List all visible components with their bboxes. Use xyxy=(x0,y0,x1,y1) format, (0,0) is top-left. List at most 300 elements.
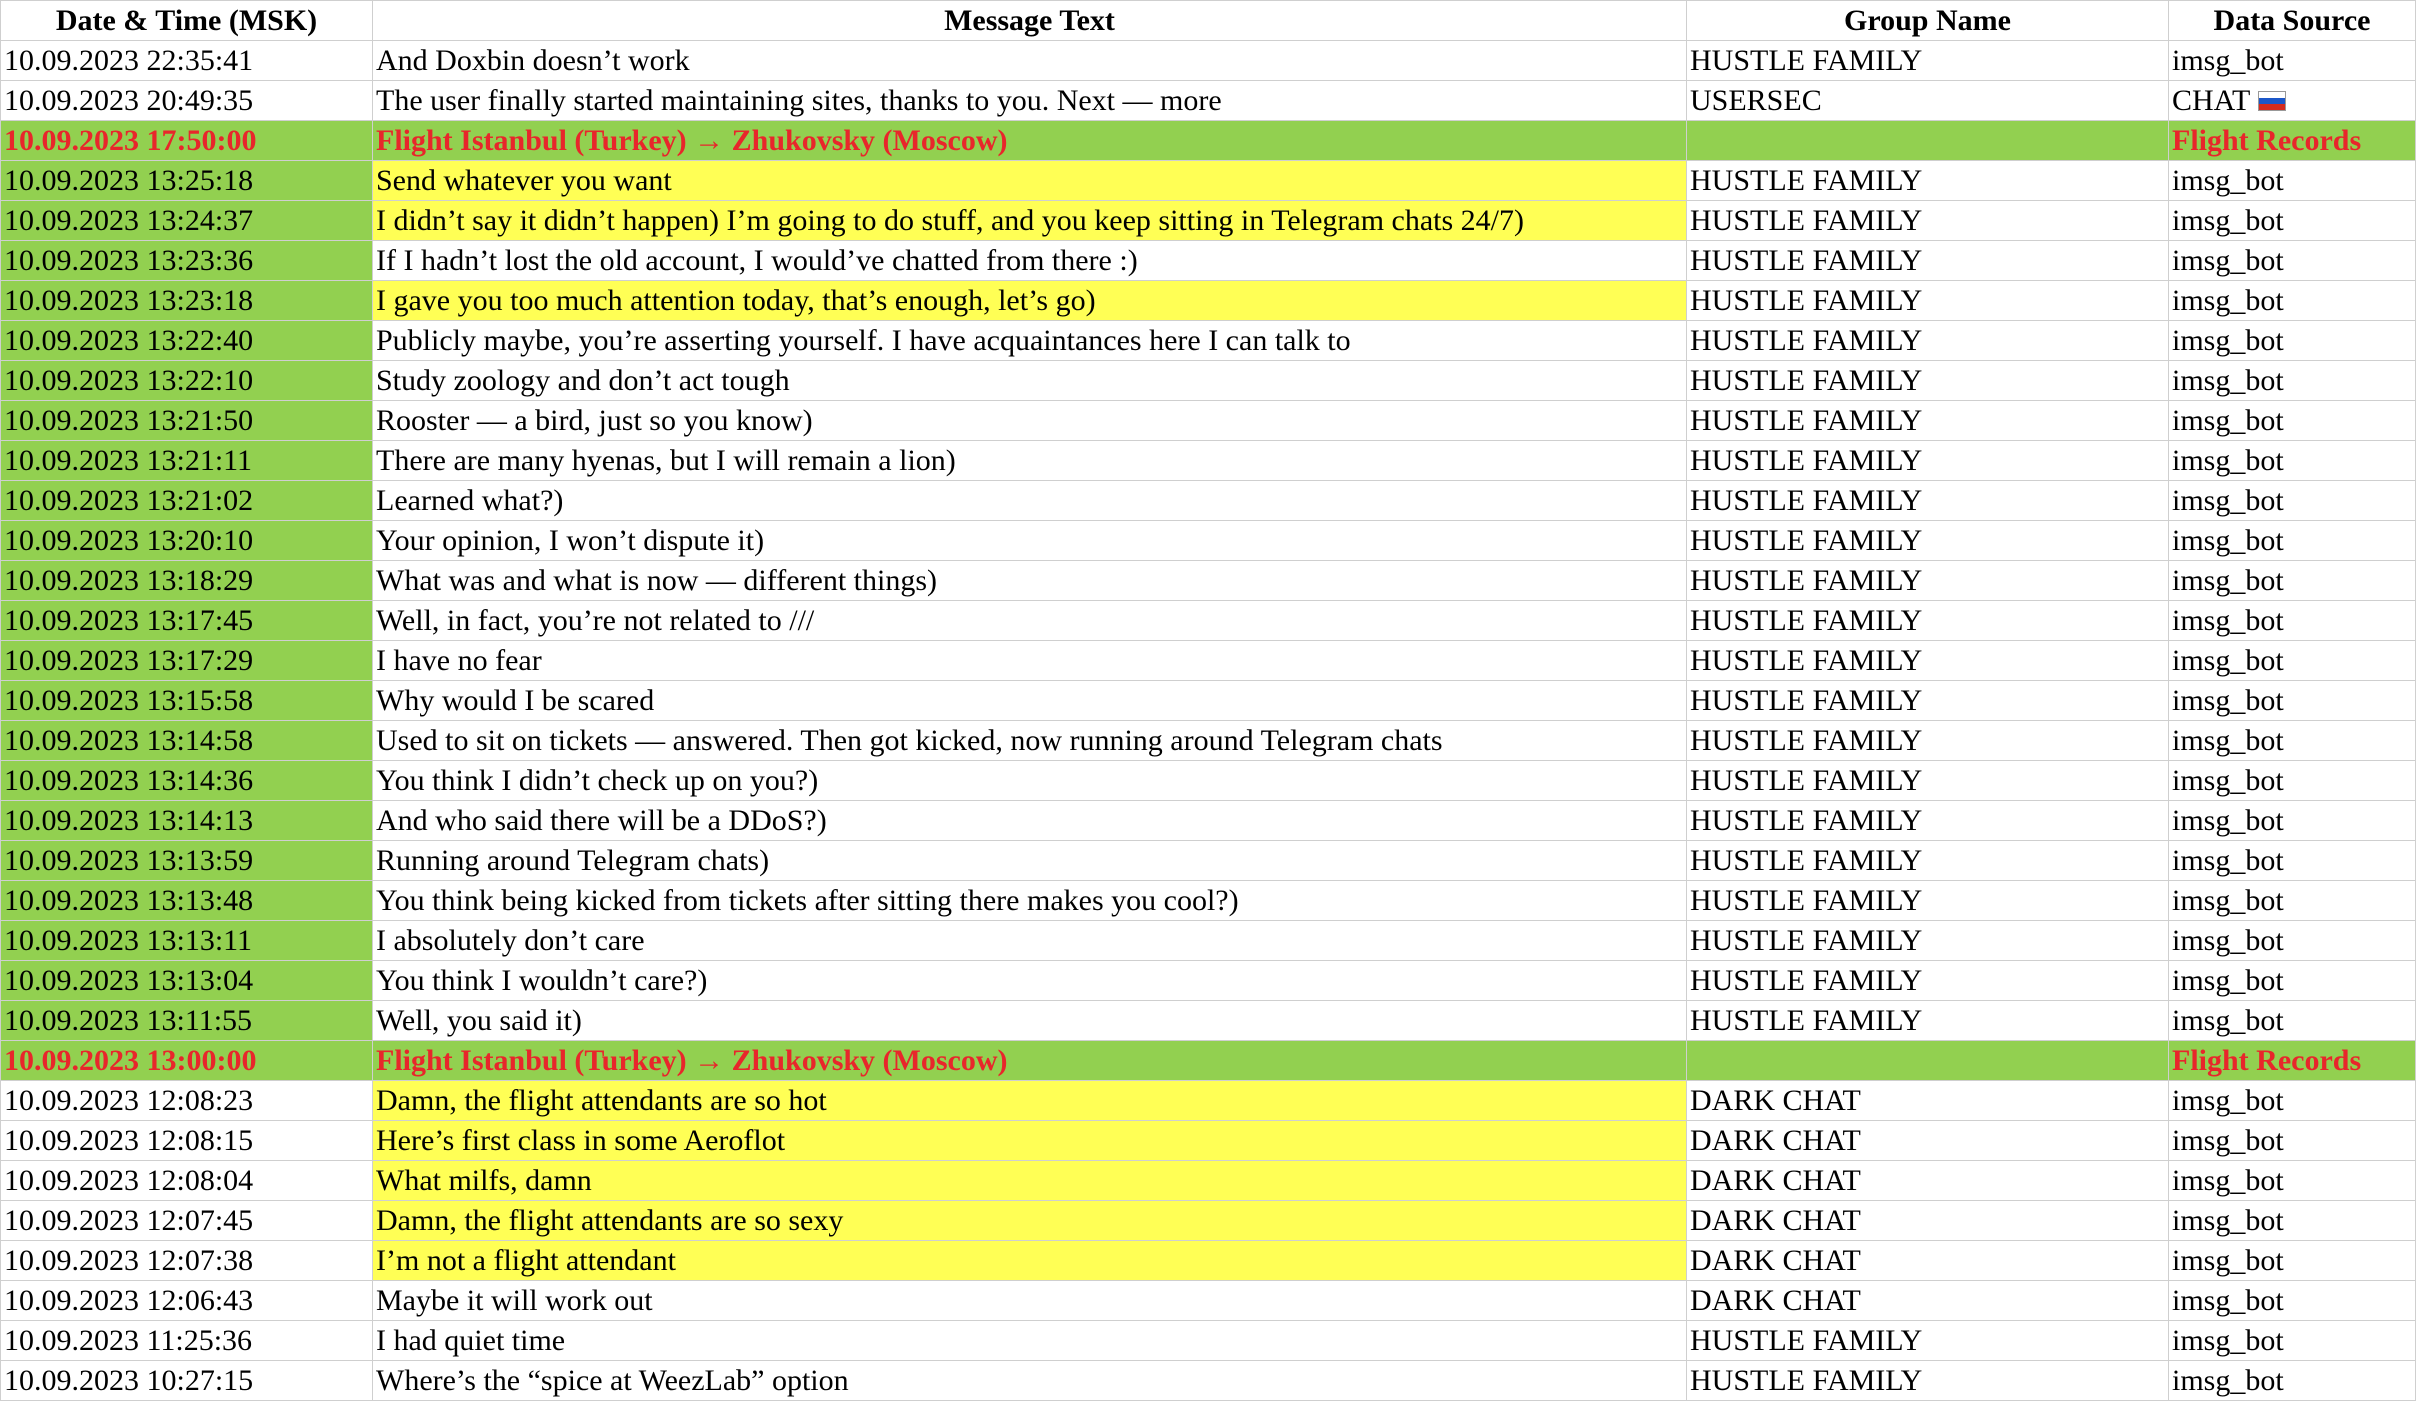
cell-message-text: I had quiet time xyxy=(376,1324,566,1357)
cell-group[interactable] xyxy=(1687,481,2169,521)
cell-datetime-text: 10.09.2023 13:21:11 xyxy=(4,444,253,477)
cell-source-text: imsg_bot xyxy=(2172,1324,2284,1357)
cell-message[interactable] xyxy=(373,1161,1687,1201)
cell-message[interactable] xyxy=(373,1121,1687,1161)
cell-group[interactable] xyxy=(1687,921,2169,961)
cell-group[interactable] xyxy=(1687,121,2169,161)
cell-group-text: DARK CHAT xyxy=(1690,1204,1861,1237)
cell-datetime[interactable] xyxy=(1,41,373,81)
cell-datetime-text: 10.09.2023 13:14:36 xyxy=(4,764,254,797)
cell-group[interactable] xyxy=(1687,681,2169,721)
cell-datetime-text: 10.09.2023 20:49:35 xyxy=(4,84,254,117)
cell-source[interactable] xyxy=(2169,81,2416,121)
table-row xyxy=(1,1001,2416,1041)
cell-message[interactable] xyxy=(373,561,1687,601)
cell-group[interactable] xyxy=(1687,361,2169,401)
cell-datetime[interactable] xyxy=(1,841,373,881)
cell-message[interactable] xyxy=(373,361,1687,401)
cell-group-text: DARK CHAT xyxy=(1690,1084,1861,1117)
cell-datetime-text: 10.09.2023 13:14:13 xyxy=(4,804,254,837)
cell-group-text: HUSTLE FAMILY xyxy=(1690,604,1923,637)
table-row xyxy=(1,1081,2416,1121)
cell-datetime[interactable] xyxy=(1,921,373,961)
table-row xyxy=(1,281,2416,321)
cell-source[interactable] xyxy=(2169,1361,2416,1401)
cell-datetime[interactable] xyxy=(1,721,373,761)
cell-datetime-text: 10.09.2023 13:13:11 xyxy=(4,924,253,957)
cell-group[interactable] xyxy=(1687,1241,2169,1281)
cell-group-text: HUSTLE FAMILY xyxy=(1690,444,1923,477)
cell-group[interactable] xyxy=(1687,721,2169,761)
cell-message-text: Rooster — a bird, just so you know) xyxy=(376,404,813,437)
cell-group[interactable] xyxy=(1687,1201,2169,1241)
cell-source[interactable] xyxy=(2169,961,2416,1001)
cell-message[interactable] xyxy=(373,1001,1687,1041)
cell-source[interactable] xyxy=(2169,441,2416,481)
cell-message[interactable] xyxy=(373,81,1687,121)
cell-message[interactable] xyxy=(373,161,1687,201)
cell-group-text: HUSTLE FAMILY xyxy=(1690,884,1923,917)
cell-datetime-text: 10.09.2023 13:13:04 xyxy=(4,964,254,997)
table-row xyxy=(1,841,2416,881)
cell-source-text: imsg_bot xyxy=(2172,804,2284,837)
cell-message[interactable] xyxy=(373,281,1687,321)
cell-message[interactable] xyxy=(373,1081,1687,1121)
cell-datetime[interactable] xyxy=(1,601,373,641)
cell-group-text: DARK CHAT xyxy=(1690,1244,1861,1277)
cell-source[interactable] xyxy=(2169,1041,2416,1081)
table-row xyxy=(1,321,2416,361)
cell-source[interactable] xyxy=(2169,641,2416,681)
cell-datetime[interactable] xyxy=(1,321,373,361)
cell-source[interactable] xyxy=(2169,41,2416,81)
table-row xyxy=(1,601,2416,641)
cell-group[interactable] xyxy=(1687,321,2169,361)
cell-group[interactable] xyxy=(1687,1281,2169,1321)
cell-source-text: imsg_bot xyxy=(2172,884,2284,917)
cell-group[interactable] xyxy=(1687,41,2169,81)
cell-datetime[interactable] xyxy=(1,81,373,121)
cell-message[interactable] xyxy=(373,401,1687,441)
cell-group[interactable] xyxy=(1687,1161,2169,1201)
cell-source[interactable] xyxy=(2169,281,2416,321)
table-row xyxy=(1,1361,2416,1401)
cell-source[interactable] xyxy=(2169,401,2416,441)
cell-source[interactable] xyxy=(2169,1201,2416,1241)
cell-datetime-text: 10.09.2023 13:14:58 xyxy=(4,724,254,757)
cell-group-text: HUSTLE FAMILY xyxy=(1690,404,1923,437)
cell-source[interactable] xyxy=(2169,841,2416,881)
cell-source[interactable] xyxy=(2169,1321,2416,1361)
cell-source[interactable] xyxy=(2169,161,2416,201)
cell-group-text: HUSTLE FAMILY xyxy=(1690,684,1923,717)
cell-datetime[interactable] xyxy=(1,121,373,161)
cell-group[interactable] xyxy=(1687,561,2169,601)
cell-message[interactable] xyxy=(373,961,1687,1001)
cell-datetime-text: 10.09.2023 13:15:58 xyxy=(4,684,254,717)
cell-source[interactable] xyxy=(2169,721,2416,761)
cell-source[interactable] xyxy=(2169,1081,2416,1121)
cell-group-text: HUSTLE FAMILY xyxy=(1690,764,1923,797)
cell-group-text: DARK CHAT xyxy=(1690,1164,1861,1197)
cell-source[interactable] xyxy=(2169,321,2416,361)
cell-source-text: imsg_bot xyxy=(2172,1204,2284,1237)
cell-datetime[interactable] xyxy=(1,881,373,921)
cell-datetime-text: 10.09.2023 10:27:15 xyxy=(4,1364,254,1397)
table-row xyxy=(1,161,2416,201)
cell-datetime-text: 10.09.2023 13:25:18 xyxy=(4,164,254,197)
cell-datetime[interactable] xyxy=(1,281,373,321)
cell-group[interactable] xyxy=(1687,441,2169,481)
cell-message[interactable] xyxy=(373,121,1687,161)
cell-datetime-text: 10.09.2023 17:50:00 xyxy=(4,124,257,157)
table-row xyxy=(1,921,2416,961)
cell-group[interactable] xyxy=(1687,961,2169,1001)
table-row xyxy=(1,441,2416,481)
cell-message-text: Well, you said it) xyxy=(376,1004,582,1037)
cell-source-text: imsg_bot xyxy=(2172,1364,2284,1397)
table-row xyxy=(1,81,2416,121)
table-row xyxy=(1,1161,2416,1201)
cell-message-text: I didn’t say it didn’t happen) I’m going to do stuff, and you keep sitting in Telegram chats 24/7) xyxy=(376,204,1524,237)
cell-message-text: You think being kicked from tickets after sitting there makes you cool?) xyxy=(376,884,1239,917)
cell-message[interactable] xyxy=(373,761,1687,801)
cell-group-text: HUSTLE FAMILY xyxy=(1690,324,1923,357)
cell-source[interactable] xyxy=(2169,201,2416,241)
cell-message-text: Here’s first class in some Aeroflot xyxy=(376,1124,786,1157)
cell-message[interactable] xyxy=(373,601,1687,641)
cell-source[interactable] xyxy=(2169,681,2416,721)
cell-message-text: And who said there will be a DDoS?) xyxy=(376,804,827,837)
cell-group-text: HUSTLE FAMILY xyxy=(1690,244,1923,277)
cell-message[interactable] xyxy=(373,481,1687,521)
cell-group-text: HUSTLE FAMILY xyxy=(1690,204,1923,237)
cell-group[interactable] xyxy=(1687,1321,2169,1361)
cell-group-text: USERSEC xyxy=(1690,84,1822,117)
cell-datetime-text: 10.09.2023 13:00:00 xyxy=(4,1044,257,1077)
cell-group[interactable] xyxy=(1687,601,2169,641)
column-header-datetime[interactable]: Date & Time (MSK) xyxy=(1,1,373,41)
cell-datetime[interactable] xyxy=(1,1161,373,1201)
cell-group-text: HUSTLE FAMILY xyxy=(1690,1324,1923,1357)
cell-datetime-text: 10.09.2023 13:21:02 xyxy=(4,484,254,517)
cell-group-text: HUSTLE FAMILY xyxy=(1690,524,1923,557)
cell-datetime[interactable] xyxy=(1,481,373,521)
cell-datetime-text: 10.09.2023 13:22:40 xyxy=(4,324,254,357)
cell-source-text: imsg_bot xyxy=(2172,164,2284,197)
table-row xyxy=(1,1241,2416,1281)
cell-datetime[interactable] xyxy=(1,681,373,721)
table-row xyxy=(1,1201,2416,1241)
cell-source-text: imsg_bot xyxy=(2172,1244,2284,1277)
cell-group-text: HUSTLE FAMILY xyxy=(1690,564,1923,597)
cell-datetime[interactable] xyxy=(1,161,373,201)
cell-message[interactable] xyxy=(373,1321,1687,1361)
cell-group-text: HUSTLE FAMILY xyxy=(1690,924,1923,957)
cell-message-text: Maybe it will work out xyxy=(376,1284,653,1317)
cell-message[interactable] xyxy=(373,921,1687,961)
cell-group[interactable] xyxy=(1687,201,2169,241)
cell-message-text: I gave you too much attention today, that’s enough, let’s go) xyxy=(376,284,1096,317)
cell-group-text: HUSTLE FAMILY xyxy=(1690,364,1923,397)
cell-source-text: imsg_bot xyxy=(2172,444,2284,477)
cell-source-text: imsg_bot xyxy=(2172,1004,2284,1037)
cell-source[interactable] xyxy=(2169,1281,2416,1321)
cell-datetime[interactable] xyxy=(1,1281,373,1321)
cell-source[interactable] xyxy=(2169,1121,2416,1161)
cell-group-text: HUSTLE FAMILY xyxy=(1690,1364,1923,1397)
cell-group-text: HUSTLE FAMILY xyxy=(1690,284,1923,317)
cell-message-text: I’m not a flight attendant xyxy=(376,1244,676,1277)
cell-source[interactable] xyxy=(2169,601,2416,641)
table-row xyxy=(1,1121,2416,1161)
cell-group[interactable] xyxy=(1687,81,2169,121)
cell-source-text: imsg_bot xyxy=(2172,364,2284,397)
cell-message[interactable] xyxy=(373,1041,1687,1081)
cell-group[interactable] xyxy=(1687,161,2169,201)
cell-source-text: imsg_bot xyxy=(2172,1164,2284,1197)
cell-message-text: What milfs, damn xyxy=(376,1164,592,1197)
cell-group[interactable] xyxy=(1687,841,2169,881)
cell-source-text: imsg_bot xyxy=(2172,244,2284,277)
cell-datetime[interactable] xyxy=(1,801,373,841)
cell-group[interactable] xyxy=(1687,241,2169,281)
cell-source-text: imsg_bot xyxy=(2172,44,2284,77)
cell-group-text: HUSTLE FAMILY xyxy=(1690,804,1923,837)
cell-message[interactable] xyxy=(373,1241,1687,1281)
cell-source[interactable] xyxy=(2169,361,2416,401)
cell-source[interactable] xyxy=(2169,761,2416,801)
cell-source-text: imsg_bot xyxy=(2172,844,2284,877)
column-header-message[interactable]: Message Text xyxy=(373,1,1687,41)
cell-datetime-text: 10.09.2023 13:24:37 xyxy=(4,204,254,237)
cell-message[interactable] xyxy=(373,441,1687,481)
cell-message-text: Well, in fact, you’re not related to /// xyxy=(376,604,815,637)
cell-group[interactable] xyxy=(1687,401,2169,441)
table-row xyxy=(1,881,2416,921)
table-row xyxy=(1,961,2416,1001)
cell-datetime[interactable] xyxy=(1,441,373,481)
russian-flag-icon xyxy=(2258,91,2286,111)
table-header xyxy=(1,1,2416,41)
cell-source[interactable] xyxy=(2169,481,2416,521)
cell-message-text: And Doxbin doesn’t work xyxy=(376,44,690,77)
cell-source-text: imsg_bot xyxy=(2172,404,2284,437)
table-row xyxy=(1,361,2416,401)
cell-source-text: Flight Records xyxy=(2172,124,2362,157)
cell-datetime-text: 10.09.2023 13:23:18 xyxy=(4,284,254,317)
cell-group-text: HUSTLE FAMILY xyxy=(1690,1004,1923,1037)
cell-message-text: Publicly maybe, you’re asserting yourself. I have acquaintances here I can talk to xyxy=(376,324,1351,357)
cell-source[interactable] xyxy=(2169,561,2416,601)
cell-source-text: imsg_bot xyxy=(2172,484,2284,517)
table-row xyxy=(1,721,2416,761)
cell-message-text: Damn, the flight attendants are so hot xyxy=(376,1084,827,1117)
cell-datetime[interactable] xyxy=(1,1361,373,1401)
cell-message-text: The user finally started maintaining sites, thanks to you. Next — more xyxy=(376,84,1222,117)
cell-datetime[interactable] xyxy=(1,201,373,241)
cell-message-text: You think I didn’t check up on you?) xyxy=(376,764,819,797)
cell-datetime-text: 10.09.2023 12:08:15 xyxy=(4,1124,254,1157)
cell-message[interactable] xyxy=(373,41,1687,81)
cell-group-text: DARK CHAT xyxy=(1690,1124,1861,1157)
cell-datetime-text: 10.09.2023 13:20:10 xyxy=(4,524,254,557)
cell-group[interactable] xyxy=(1687,1081,2169,1121)
cell-source-text: imsg_bot xyxy=(2172,324,2284,357)
cell-message-text: Study zoology and don’t act tough xyxy=(376,364,790,397)
cell-group-text: HUSTLE FAMILY xyxy=(1690,844,1923,877)
cell-message[interactable] xyxy=(373,641,1687,681)
column-header-group[interactable]: Group Name xyxy=(1687,1,2169,41)
cell-group[interactable] xyxy=(1687,641,2169,681)
cell-datetime-text: 10.09.2023 12:06:43 xyxy=(4,1284,254,1317)
cell-message[interactable] xyxy=(373,521,1687,561)
table-row xyxy=(1,681,2416,721)
cell-group[interactable] xyxy=(1687,521,2169,561)
cell-group[interactable] xyxy=(1687,1121,2169,1161)
cell-message-text: I absolutely don’t care xyxy=(376,924,645,957)
cell-datetime-text: 10.09.2023 13:17:29 xyxy=(4,644,254,677)
cell-datetime-text: 10.09.2023 11:25:36 xyxy=(4,1324,253,1357)
cell-source-text: imsg_bot xyxy=(2172,1284,2284,1317)
cell-source-text: imsg_bot xyxy=(2172,724,2284,757)
cell-source-text: CHAT xyxy=(2172,84,2251,117)
cell-group-text: HUSTLE FAMILY xyxy=(1690,964,1923,997)
header-row xyxy=(1,1,2416,41)
cell-datetime[interactable] xyxy=(1,1121,373,1161)
cell-message[interactable] xyxy=(373,1201,1687,1241)
cell-message[interactable] xyxy=(373,241,1687,281)
cell-message-text: Learned what?) xyxy=(376,484,564,517)
cell-group-text: DARK CHAT xyxy=(1690,1284,1861,1317)
cell-message[interactable] xyxy=(373,1281,1687,1321)
cell-message-text: Flight Istanbul (Turkey) → Zhukovsky (Moscow) xyxy=(376,1044,1008,1077)
cell-datetime-text: 10.09.2023 12:08:04 xyxy=(4,1164,254,1197)
table-row xyxy=(1,561,2416,601)
cell-message[interactable] xyxy=(373,1361,1687,1401)
cell-source[interactable] xyxy=(2169,921,2416,961)
cell-datetime[interactable] xyxy=(1,401,373,441)
cell-source[interactable] xyxy=(2169,801,2416,841)
table-body xyxy=(1,41,2416,1401)
cell-datetime-text: 10.09.2023 12:07:38 xyxy=(4,1244,254,1277)
cell-source[interactable] xyxy=(2169,521,2416,561)
cell-datetime-text: 10.09.2023 13:18:29 xyxy=(4,564,254,597)
cell-datetime-text: 10.09.2023 13:23:36 xyxy=(4,244,254,277)
cell-datetime-text: 10.09.2023 12:08:23 xyxy=(4,1084,254,1117)
cell-datetime[interactable] xyxy=(1,641,373,681)
cell-datetime[interactable] xyxy=(1,1041,373,1081)
cell-message-text: Where’s the “spice at WeezLab” option xyxy=(376,1364,849,1397)
cell-datetime[interactable] xyxy=(1,1081,373,1121)
cell-datetime-text: 10.09.2023 13:13:48 xyxy=(4,884,254,917)
cell-source-text: imsg_bot xyxy=(2172,204,2284,237)
cell-message[interactable] xyxy=(373,681,1687,721)
cell-group[interactable] xyxy=(1687,1041,2169,1081)
cell-group[interactable] xyxy=(1687,281,2169,321)
cell-source-text: imsg_bot xyxy=(2172,764,2284,797)
column-header-source[interactable]: Data Source xyxy=(2169,1,2416,41)
cell-group[interactable] xyxy=(1687,1001,2169,1041)
cell-message[interactable] xyxy=(373,321,1687,361)
table-row xyxy=(1,641,2416,681)
cell-message-text: Running around Telegram chats) xyxy=(376,844,770,877)
cell-source[interactable] xyxy=(2169,1001,2416,1041)
cell-message[interactable] xyxy=(373,881,1687,921)
cell-source[interactable] xyxy=(2169,1241,2416,1281)
cell-source-text: imsg_bot xyxy=(2172,564,2284,597)
cell-datetime-text: 10.09.2023 22:35:41 xyxy=(4,44,254,77)
cell-message-text: If I hadn’t lost the old account, I would’ve chatted from there :) xyxy=(376,244,1138,277)
cell-datetime[interactable] xyxy=(1,1321,373,1361)
table-row xyxy=(1,201,2416,241)
cell-group[interactable] xyxy=(1687,881,2169,921)
flight-record-row xyxy=(1,121,2416,161)
cell-datetime-text: 10.09.2023 13:22:10 xyxy=(4,364,254,397)
cell-datetime[interactable] xyxy=(1,361,373,401)
cell-datetime-text: 10.09.2023 13:17:45 xyxy=(4,604,254,637)
cell-message[interactable] xyxy=(373,721,1687,761)
cell-source-text: imsg_bot xyxy=(2172,1124,2284,1157)
cell-group-text: HUSTLE FAMILY xyxy=(1690,644,1923,677)
cell-source-text: imsg_bot xyxy=(2172,1084,2284,1117)
cell-datetime-text: 10.09.2023 13:11:55 xyxy=(4,1004,253,1037)
cell-message-text: Send whatever you want xyxy=(376,164,672,197)
cell-datetime[interactable] xyxy=(1,521,373,561)
cell-message[interactable] xyxy=(373,201,1687,241)
cell-source[interactable] xyxy=(2169,241,2416,281)
cell-group[interactable] xyxy=(1687,1361,2169,1401)
cell-group[interactable] xyxy=(1687,801,2169,841)
table-row xyxy=(1,401,2416,441)
table-row xyxy=(1,801,2416,841)
cell-group[interactable] xyxy=(1687,761,2169,801)
cell-source-text: imsg_bot xyxy=(2172,644,2284,677)
cell-source-text: imsg_bot xyxy=(2172,604,2284,637)
cell-group-text: HUSTLE FAMILY xyxy=(1690,484,1923,517)
cell-datetime-text: 10.09.2023 12:07:45 xyxy=(4,1204,254,1237)
cell-message-text: Why would I be scared xyxy=(376,684,655,717)
cell-message[interactable] xyxy=(373,801,1687,841)
cell-message[interactable] xyxy=(373,841,1687,881)
flight-record-row xyxy=(1,1041,2416,1081)
cell-source-text: Flight Records xyxy=(2172,1044,2362,1077)
cell-datetime-text: 10.09.2023 13:13:59 xyxy=(4,844,254,877)
cell-datetime[interactable] xyxy=(1,961,373,1001)
table-row xyxy=(1,481,2416,521)
cell-source[interactable] xyxy=(2169,121,2416,161)
cell-message-text: Damn, the flight attendants are so sexy xyxy=(376,1204,844,1237)
table-row xyxy=(1,761,2416,801)
cell-message-text: Your opinion, I won’t dispute it) xyxy=(376,524,765,557)
cell-message-text: I have no fear xyxy=(376,644,542,677)
table-row xyxy=(1,521,2416,561)
cell-message-text: You think I wouldn’t care?) xyxy=(376,964,708,997)
cell-message-text: There are many hyenas, but I will remain a lion) xyxy=(376,444,956,477)
cell-datetime[interactable] xyxy=(1,241,373,281)
cell-datetime-text: 10.09.2023 13:21:50 xyxy=(4,404,254,437)
cell-source-text: imsg_bot xyxy=(2172,964,2284,997)
cell-datetime[interactable] xyxy=(1,1241,373,1281)
cell-source[interactable] xyxy=(2169,881,2416,921)
cell-datetime[interactable] xyxy=(1,561,373,601)
cell-source-text: imsg_bot xyxy=(2172,684,2284,717)
cell-datetime[interactable] xyxy=(1,1201,373,1241)
cell-group-text: HUSTLE FAMILY xyxy=(1690,44,1923,77)
cell-datetime[interactable] xyxy=(1,1001,373,1041)
cell-datetime[interactable] xyxy=(1,761,373,801)
cell-source[interactable] xyxy=(2169,1161,2416,1201)
